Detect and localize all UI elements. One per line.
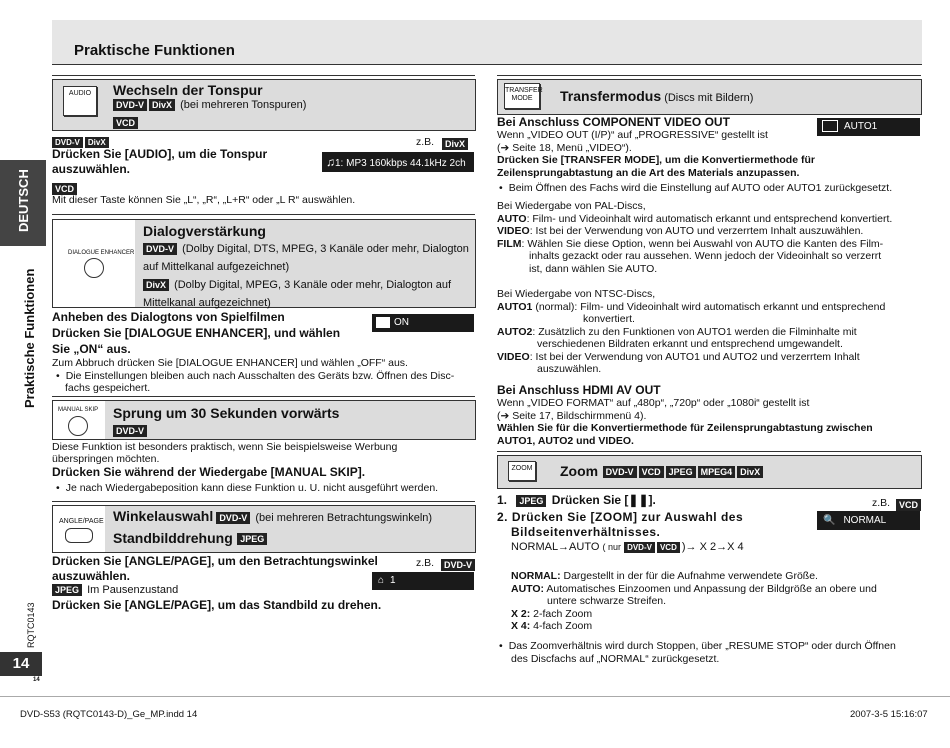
skip-button-label: MANUAL SKIP	[58, 407, 99, 413]
ntsc-auto1-text-2: konvertiert.	[583, 313, 635, 325]
zoom-bullet-1: Das Zoomverhältnis wird durch Stoppen, über „RESUME STOP“ oder durch Öffnen	[508, 640, 896, 652]
format-tag: JPEG	[516, 495, 546, 507]
zoom-auto-text: Automatisches Einzoomen und Anpassung der Bildgröße an obere und	[544, 582, 877, 595]
skip-instruction: Drücken Sie während der Wiedergabe [MANUAL SKIP].	[52, 465, 366, 479]
dialog-instruction-3: Sie „ON“ aus.	[52, 342, 131, 356]
transfer-display: AUTO1	[817, 118, 920, 136]
ntsc-video-key: VIDEO	[497, 350, 530, 363]
format-tag: DVD-V	[441, 559, 475, 571]
angle-display: ⌂ 1	[372, 572, 474, 590]
ntsc-auto2-text: : Zusätzlich zu den Funktionen von AUTO1 werden die Filminhalte mit	[532, 325, 857, 338]
tonspur-vcd-note: Mit dieser Taste können Sie „L“, „R“, „L+R“ oder „L R“ auswählen.	[52, 194, 356, 206]
zoom-bullet-2: des Discfachs auf „NORMAL“ zurückgesetzt.	[511, 652, 720, 665]
language-label: DEUTSCH	[16, 169, 31, 232]
pal-film-text-1: : Wählen Sie diese Option, wenn bei Auswahl von AUTO die Kanten des Film-	[521, 237, 884, 250]
format-tag: JPEG	[237, 533, 267, 545]
dialog-divx-text: (Dolby Digital, MPEG, 3 Kanäle oder mehr, Dialogton auf	[174, 279, 452, 291]
zoom-button-icon: ZOOM	[508, 461, 536, 481]
angle-instruction-1: Drücken Sie [ANGLE/PAGE], um den Betrachtungswinkel	[52, 554, 378, 568]
format-tag: DVD-V	[113, 425, 147, 437]
skip-text-2: überspringen möchten.	[52, 453, 160, 465]
hdmi-text-1: Wenn „VIDEO FORMAT“ auf „480p“, „720p“ oder „1080i“ gestellt ist	[497, 397, 810, 409]
magnifier-icon: 🔍	[823, 515, 836, 526]
tonspur-instruction: Drücken Sie [AUDIO], um die Tonspur auszuwählen.	[52, 147, 268, 176]
hdmi-heading: Bei Anschluss HDMI AV OUT	[497, 383, 661, 397]
dialog-header	[52, 219, 476, 308]
zoom-auto-text-2: untere schwarze Streifen.	[547, 595, 667, 607]
music-note-icon: ♫	[326, 155, 335, 169]
footer-rule	[0, 696, 950, 697]
ntsc-video-text: : Ist bei der Verwendung von AUTO1 und AUTO2 und verzerrtem Inhalt	[529, 350, 860, 363]
rule	[52, 501, 475, 502]
transfer-subtitle: (Discs mit Bildern)	[664, 92, 754, 104]
dialog-instruction-1: Anheben des Dialogtons von Spielfilmen	[52, 310, 285, 324]
dialog-button-label: DIALOGUE ENHANCER	[68, 250, 135, 256]
transfer-mode-button-icon: TRANSFER MODE	[504, 83, 540, 109]
ntsc-auto1-key: AUTO1	[497, 300, 533, 313]
zoom-title: Zoom	[560, 463, 599, 479]
speaker-icon	[376, 317, 390, 328]
angle-header	[52, 505, 476, 553]
camera-icon: ⌂	[378, 575, 385, 586]
format-tag: DivX	[149, 99, 175, 111]
format-tag: MPEG4	[698, 466, 736, 478]
angle-title-2: Standbilddrehung	[113, 530, 233, 546]
dialog-note-2: Die Einstellungen bleiben auch nach Ausschalten des Geräts bzw. Öffnen des Disc-	[65, 369, 455, 382]
angle-button-label: ANGLE/PAGE	[59, 518, 104, 525]
header-band	[52, 20, 922, 64]
zoom-sequence-only: ( nur	[602, 542, 621, 552]
angle-subtitle: (bei mehreren Betrachtungswinkeln)	[255, 512, 433, 524]
dialog-dvd-text: (Dolby Digital, DTS, MPEG, 3 Kanäle oder mehr, Dialogton	[182, 243, 469, 255]
format-tag: DivX	[85, 137, 109, 148]
zoom-sequence-2: )→ X 2→X 4	[681, 541, 744, 553]
angle-page-button-icon	[65, 528, 93, 543]
zoom-x4-key: X 4:	[511, 620, 531, 632]
footer-file: DVD-S53 (RQTC0143-D)_Ge_MP.indd 14	[20, 709, 198, 720]
zoom-x2-key: X 2:	[511, 607, 531, 620]
ntsc-auto1-text: (normal): Film- und Videoinhalt wird automatisch erkannt und entsprechend	[532, 300, 886, 313]
transfer-title: Transfermodus	[560, 88, 662, 104]
header-rule	[52, 64, 922, 65]
dialog-dvd-text-2: auf Mittelkanal aufgezeichnet)	[143, 261, 290, 273]
transfer-bullet: Beim Öffnen des Fachs wird die Einstellung auf AUTO oder AUTO1 zurückgesetzt.	[508, 182, 893, 194]
dialog-divx-text-2: Mittelkanal aufgezeichnet)	[143, 297, 271, 309]
pal-heading: Bei Wiedergabe von PAL-Discs,	[497, 200, 646, 212]
transfer-header	[497, 79, 922, 115]
dialog-enhancer-button-icon	[84, 258, 104, 278]
tonspur-subtitle: (bei mehreren Tonspuren)	[180, 99, 307, 111]
angle-instruction-2: Drücken Sie [ANGLE/PAGE], um das Standbild zu drehen.	[52, 598, 382, 612]
ntsc-heading: Bei Wiedergabe von NTSC-Discs,	[497, 288, 656, 300]
format-tag: VCD	[52, 183, 77, 195]
format-tag: VCD	[896, 499, 921, 511]
footer-date: 2007-3-5 15:16:07	[850, 709, 928, 720]
zoom-x4-text: 4-fach Zoom	[530, 620, 593, 632]
zoom-step-1: Drücken Sie [❚❚].	[551, 493, 656, 507]
rule	[52, 396, 475, 397]
manual-skip-button-icon	[68, 416, 88, 436]
angle-title-1: Winkelauswahl	[113, 508, 214, 524]
pal-film-text-3: ist, dann wählen Sie AUTO.	[529, 262, 658, 275]
zoom-step-2: Drücken Sie [ZOOM] zur Auswahl des	[511, 510, 744, 524]
pal-film-key: FILM	[497, 237, 522, 250]
doc-code: RQTC0143	[26, 602, 36, 648]
dialog-note-2b: fachs gespeichert.	[65, 382, 151, 394]
ntsc-auto2-text-2: verschiedenen Bildraten erkannt und entsprechend umgewandelt.	[537, 338, 843, 350]
transfer-instruction-1: Drücken Sie [TRANSFER MODE], um die Konvertiermethode für	[497, 154, 815, 166]
format-tag: DivX	[143, 279, 169, 291]
rule	[52, 75, 475, 76]
zoom-x2-text: 2-fach Zoom	[530, 607, 593, 620]
format-tag: DVD-V	[113, 99, 147, 111]
section-label: Praktische Funktionen	[22, 268, 37, 408]
pal-video-text: : Ist bei der Verwendung von AUTO und verzerrtem Inhalt auszuwählen.	[529, 225, 864, 237]
component-text-2: (➔ Seite 18, Menü „VIDEO“).	[497, 141, 632, 154]
skip-text-1: Diese Funktion ist besonders praktisch, wenn Sie beispielsweise Werbung	[52, 441, 398, 453]
pause-text: Im Pausenzustand	[87, 584, 179, 596]
dialog-note-1: Zum Abbruch drücken Sie [DIALOGUE ENHANCER] und wählen „OFF“ aus.	[52, 357, 408, 369]
hdmi-text-2: (➔ Seite 17, Bildschirmmenü 4).	[497, 409, 647, 422]
tonspur-header	[52, 79, 476, 131]
format-tag: DVD-V	[143, 243, 177, 255]
zoom-auto-key: AUTO:	[511, 582, 545, 595]
example-label: z.B.	[416, 557, 435, 569]
skip-note: Je nach Wiedergabeposition kann diese Funktion u. U. nicht ausgeführt werden.	[65, 482, 439, 494]
format-tag: JPEG	[52, 584, 82, 596]
zoom-normal-text: Dargestellt in der für die Aufnahme verwendete Größe.	[560, 570, 818, 582]
page-title: Praktische Funktionen	[74, 42, 235, 59]
format-tag: DVD-V	[216, 512, 250, 524]
tonspur-display: ♫1: MP3 160kbps 44.1kHz 2ch	[322, 152, 474, 172]
format-tag: VCD	[657, 542, 680, 553]
rule	[52, 214, 475, 215]
format-tag: DivX	[737, 466, 763, 478]
audio-button-icon: AUDIO	[63, 86, 97, 116]
ntsc-auto2-key: AUTO2	[497, 325, 533, 338]
transfer-instruction-2: Zeilensprungabtastung an die Art des Materials anzupassen.	[497, 167, 800, 179]
pal-video-key: VIDEO	[497, 225, 530, 237]
zoom-step-2b: Bildseitenverhältnisses.	[511, 525, 661, 539]
step-number: 1.	[497, 493, 508, 507]
step-number: 2.	[497, 510, 509, 524]
format-tag: JPEG	[666, 466, 696, 478]
pal-auto-key: AUTO	[497, 212, 527, 225]
pal-auto-text: : Film- und Videoinhalt wird automatisch erkannt und entsprechend konvertiert.	[526, 212, 893, 225]
zoom-display: 🔍 NORMAL	[817, 511, 920, 530]
screen-icon	[822, 120, 838, 132]
component-heading: Bei Anschluss COMPONENT VIDEO OUT	[497, 115, 730, 129]
format-tag: VCD	[113, 117, 138, 129]
zoom-normal-key: NORMAL:	[511, 570, 561, 582]
page-number-small: 14	[33, 677, 40, 683]
format-tag: VCD	[639, 466, 664, 478]
dialog-display: ON	[372, 314, 474, 332]
format-tag: DivX	[442, 138, 468, 150]
format-tag: DVD-V	[52, 137, 83, 148]
pal-film-text-2: inhalts gezackt oder rau aussehen. Wenn jedoch der Videoinhalt so verzerrt	[529, 250, 882, 262]
rule	[497, 451, 921, 452]
language-tab	[0, 160, 46, 246]
tonspur-title: Wechseln der Tonspur	[113, 82, 263, 98]
dialog-instruction-2: Drücken Sie [DIALOGUE ENHANCER], und wählen	[52, 326, 341, 340]
skip-header	[52, 400, 476, 440]
page-number: 14	[0, 652, 42, 676]
zoom-header	[497, 455, 922, 489]
ntsc-video-text-2: auszuwählen.	[537, 363, 602, 375]
dialog-title: Dialogverstärkung	[143, 223, 266, 239]
angle-instruction-1b: auszuwählen.	[52, 569, 131, 583]
hdmi-instruction-1: Wählen Sie für die Konvertiermethode für Zeilensprungabtastung zwischen	[497, 422, 873, 434]
format-tag: DVD-V	[624, 542, 655, 553]
zoom-sequence-1: NORMAL→AUTO	[511, 541, 600, 553]
example-label: z.B.	[416, 136, 435, 148]
hdmi-instruction-2: AUTO1, AUTO2 und VIDEO.	[497, 435, 634, 447]
rule	[497, 75, 921, 76]
example-label: z.B.	[872, 497, 891, 509]
component-text-1: Wenn „VIDEO OUT (I/P)“ auf „PROGRESSIVE“ gestellt ist	[497, 129, 768, 141]
format-tag: DVD-V	[603, 466, 637, 478]
skip-title: Sprung um 30 Sekunden vorwärts	[113, 405, 340, 421]
